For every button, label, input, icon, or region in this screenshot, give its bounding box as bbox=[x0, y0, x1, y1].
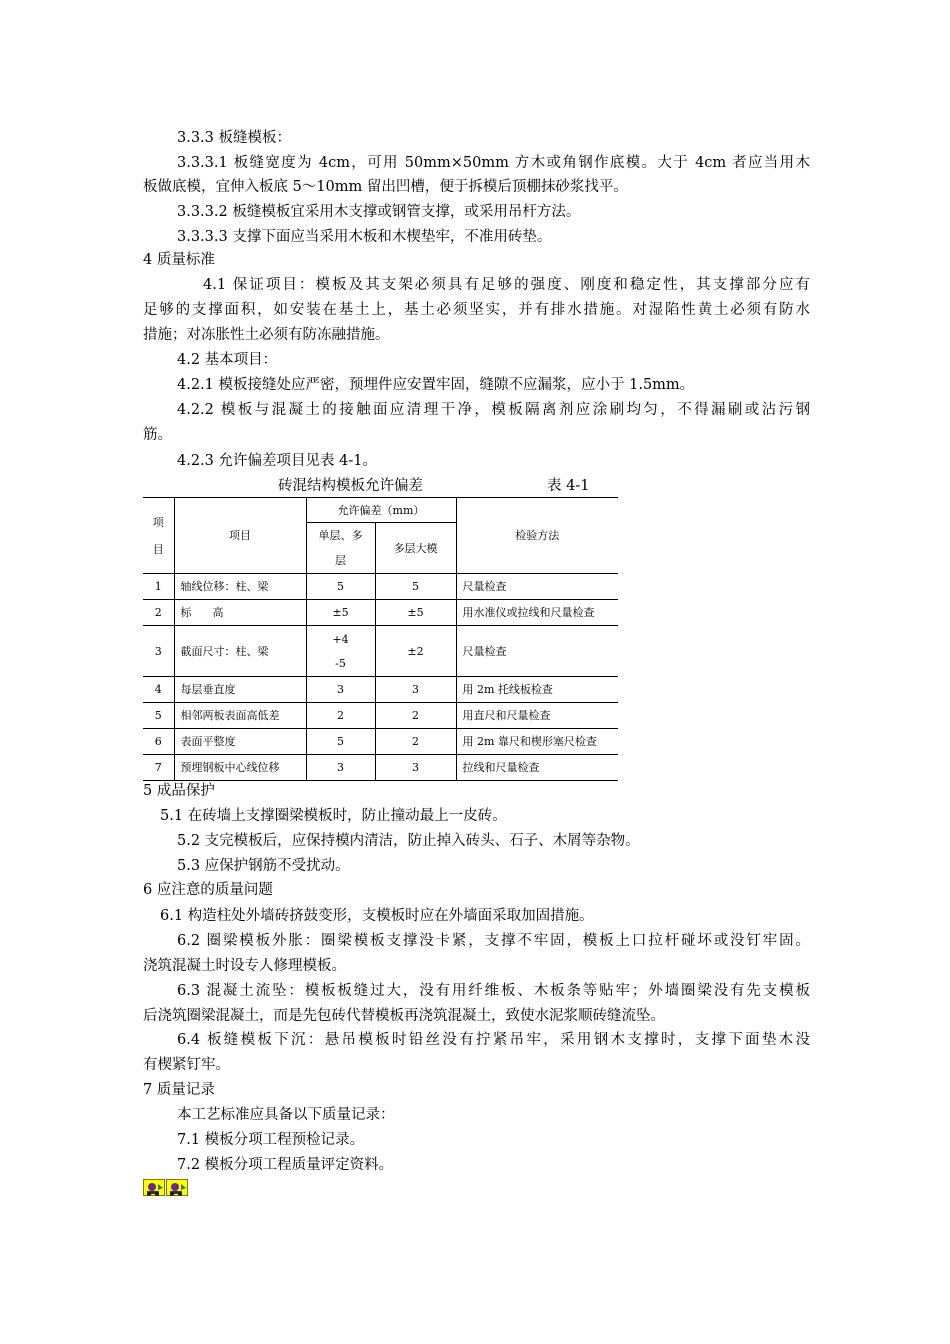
cell-single: 2 bbox=[306, 703, 375, 729]
cell-no: 6 bbox=[143, 729, 174, 755]
header-tolerance: 允许偏差（mm） bbox=[306, 498, 456, 523]
para-6-2-cont: 浇筑混凝土时设专人修理模板。 bbox=[143, 958, 346, 974]
para-7-2: 7.2 模板分项工程质量评定资料。 bbox=[177, 1157, 394, 1173]
cell-multi: ±5 bbox=[375, 600, 456, 626]
cell-no: 3 bbox=[143, 626, 174, 677]
table-row bbox=[143, 755, 618, 781]
para-6-3: 6.3 混凝土流坠：模板板缝过大，没有用纤维板、木板条等贴牢；外墙圈梁没有先支模板 bbox=[177, 983, 810, 999]
cell-multi: 3 bbox=[375, 677, 456, 703]
cell-multi: 2 bbox=[375, 703, 456, 729]
cell-multi: 5 bbox=[375, 574, 456, 600]
cell-item: 轴线位移：柱、梁 bbox=[174, 574, 306, 600]
table-row bbox=[143, 703, 618, 729]
para-6-4: 6.4 板缝模板下沉：悬吊模板时铅丝没有拧紧吊牢，采用钢木支撑时，支撑下面垫木没 bbox=[177, 1032, 810, 1048]
cell-single: ±5 bbox=[306, 600, 375, 626]
table-title: 砖混结构模板允许偏差 bbox=[278, 478, 423, 494]
para-3-3-3-3: 3.3.3.3 支撑下面应当采用木板和木楔垫牢，不准用砖垫。 bbox=[177, 229, 552, 245]
cell-item: 标 高 bbox=[174, 600, 306, 626]
para-5-2: 5.2 支完模板后，应保持模内清洁，防止掉入砖头、石子、木屑等杂物。 bbox=[177, 833, 640, 849]
navigation-icon[interactable] bbox=[143, 1179, 165, 1196]
cell-multi: 3 bbox=[375, 755, 456, 781]
cell-single: +4 -5 bbox=[306, 626, 375, 677]
cell-method: 拉线和尺量检查 bbox=[456, 755, 618, 781]
para-4-2-2-cont: 筋。 bbox=[143, 427, 172, 443]
heading-3-3-3: 3.3.3 板缝模板： bbox=[177, 130, 292, 146]
table-row bbox=[143, 677, 618, 703]
header-item: 项目 bbox=[174, 498, 306, 574]
cell-method: 用 2m 靠尺和楔形塞尺检查 bbox=[456, 729, 618, 755]
cell-single: 3 bbox=[306, 677, 375, 703]
para-4-2-1: 4.2.1 模板接缝处应严密，预埋件应安置牢固，缝隙不应漏浆，应小于 1.5mm。 bbox=[177, 377, 695, 393]
para-6-4-cont: 有楔紧钉牢。 bbox=[143, 1057, 230, 1073]
para-3-3-3-1-cont: 板做底模，宜伸入板底 5～10mm 留出凹槽，便于拆模后顶棚抹砂浆找平。 bbox=[143, 179, 628, 195]
para-4-1-cont2: 措施；对冻胀性土必须有防冻融措施。 bbox=[143, 327, 390, 343]
para-6-1: 6.1 构造柱处外墙砖挤鼓变形，支模板时应在外墙面采取加固措施。 bbox=[160, 908, 594, 924]
nav-icons bbox=[143, 1179, 188, 1196]
table-header-row bbox=[143, 498, 618, 523]
cell-item: 截面尺寸：柱、梁 bbox=[174, 626, 306, 677]
para-4-1-cont: 足够的支撑面积，如安装在基土上，基土必须坚实，并有排水措施。对湿陷性黄土必须有防水 bbox=[143, 302, 810, 318]
heading-6: 6 应注意的质量问题 bbox=[143, 882, 273, 898]
tolerance-table bbox=[143, 497, 618, 781]
cell-multi: 2 bbox=[375, 729, 456, 755]
header-multi: 多层大模 bbox=[375, 523, 456, 574]
para-6-2: 6.2 圈梁模板外胀：圈梁模板支撑没卡紧，支撑不牢固，模板上口拉杆碰坏或没钉牢固。 bbox=[177, 933, 810, 949]
table-row bbox=[143, 626, 618, 677]
cell-method: 用 2m 托线板检查 bbox=[456, 677, 618, 703]
cell-method: 尺量检查 bbox=[456, 626, 618, 677]
cell-method: 尺量检查 bbox=[456, 574, 618, 600]
para-3-3-3-2: 3.3.3.2 板缝模板宜采用木支撑或钢管支撑，或采用吊杆方法。 bbox=[177, 204, 581, 220]
header-no: 项 目 bbox=[143, 498, 174, 574]
para-4-1: 4.1 保证项目：模板及其支架必须具有足够的强度、刚度和稳定性，其支撑部分应有 bbox=[203, 277, 810, 293]
cell-item: 表面平整度 bbox=[174, 729, 306, 755]
para-5-3: 5.3 应保护钢筋不受扰动。 bbox=[177, 858, 350, 874]
cell-no: 7 bbox=[143, 755, 174, 781]
cell-item: 预埋钢板中心线位移 bbox=[174, 755, 306, 781]
cell-item: 每层垂直度 bbox=[174, 677, 306, 703]
header-method: 检验方法 bbox=[456, 498, 618, 574]
para-6-3-cont: 后浇筑圈梁混凝土，而是先包砖代替模板再浇筑混凝土，致使水泥浆顺砖缝流坠。 bbox=[143, 1008, 665, 1024]
cell-no: 5 bbox=[143, 703, 174, 729]
table-row bbox=[143, 600, 618, 626]
heading-4-2: 4.2 基本项目： bbox=[177, 352, 278, 368]
para-4-2-3: 4.2.3 允许偏差项目见表 4-1。 bbox=[177, 453, 377, 469]
table-row bbox=[143, 574, 618, 600]
cell-single: 3 bbox=[306, 755, 375, 781]
para-5-1: 5.1 在砖墙上支撑圈梁模板时，防止撞动最上一皮砖。 bbox=[160, 808, 507, 824]
cell-no: 1 bbox=[143, 574, 174, 600]
para-7-intro: 本工艺标准应具备以下质量记录： bbox=[177, 1107, 395, 1123]
navigation-icon[interactable] bbox=[166, 1179, 188, 1196]
heading-7: 7 质量记录 bbox=[143, 1082, 215, 1098]
para-3-3-3-1: 3.3.3.1 板缝宽度为 4cm，可用 50mm×50mm 方木或角钢作底模。大于 4cm 者应当用木 bbox=[177, 155, 810, 171]
cell-method: 用直尺和尺量检查 bbox=[456, 703, 618, 729]
cell-multi: ±2 bbox=[375, 626, 456, 677]
para-4-2-2: 4.2.2 模板与混凝土的接触面应清理干净，模板隔离剂应涂刷均匀，不得漏刷或沾污钢 bbox=[177, 402, 810, 418]
header-single: 单层、多 层 bbox=[306, 523, 375, 574]
cell-single: 5 bbox=[306, 574, 375, 600]
cell-method: 用水准仪或拉线和尺量检查 bbox=[456, 600, 618, 626]
para-7-1: 7.1 模板分项工程预检记录。 bbox=[177, 1132, 365, 1148]
cell-no: 4 bbox=[143, 677, 174, 703]
table-row bbox=[143, 729, 618, 755]
cell-item: 相邻两板表面高低差 bbox=[174, 703, 306, 729]
cell-no: 2 bbox=[143, 600, 174, 626]
cell-single: 5 bbox=[306, 729, 375, 755]
table-label: 表 4-1 bbox=[547, 478, 590, 494]
heading-5: 5 成品保护 bbox=[143, 783, 215, 799]
heading-4: 4 质量标准 bbox=[143, 252, 215, 268]
